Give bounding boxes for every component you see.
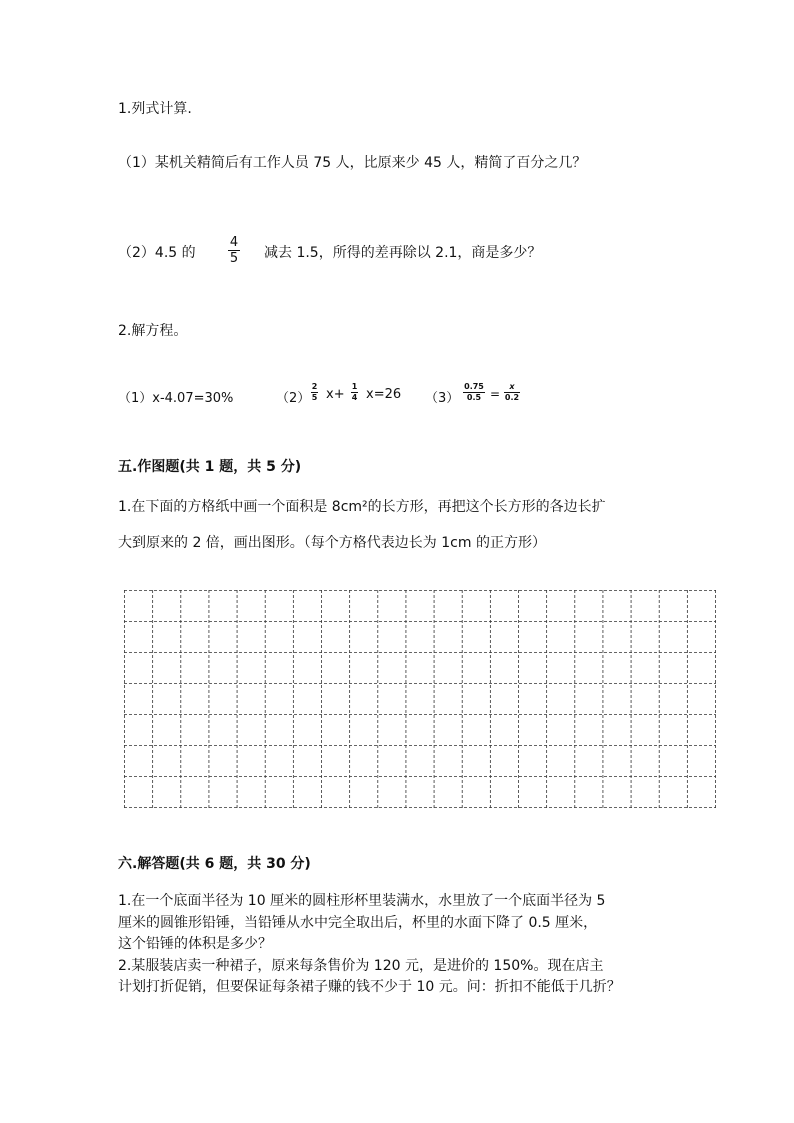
calc-question-2-suffix: 减去 1.5，所得的差再除以 2.1，商是多少？ xyxy=(264,245,542,261)
equation-3-prefix: （3） xyxy=(425,391,460,406)
equation-2-prefix: （2） xyxy=(276,391,311,406)
fraction-denominator: 5 xyxy=(229,251,239,266)
equation-2-mid: x+ xyxy=(326,387,345,402)
equation-1: （1）x-4.07=30% xyxy=(118,391,234,406)
fraction-numerator: 0.75 xyxy=(464,382,484,391)
equation-heading: 2.解方程。 xyxy=(118,323,188,339)
fraction-denominator: 0.2 xyxy=(504,393,520,402)
fraction-numerator: 4 xyxy=(229,235,239,250)
section-6-q2-line-1: 2.某服装店卖一种裙子，原来每条售价为 120 元，是进价的 150%。现在店主 xyxy=(118,958,604,974)
fraction-right xyxy=(504,383,520,402)
equation-2-suffix: x=26 xyxy=(366,387,402,402)
fraction-one-fourth xyxy=(351,383,358,402)
calc-heading: 1.列式计算. xyxy=(118,101,192,117)
fraction-two-fifths xyxy=(311,383,318,402)
section-6-q2-line-2: 计划打折促销，但要保证每条裙子赚的钱不少于 10 元。问：折扣不能低于几折？ xyxy=(118,979,621,995)
section-6-title: 六.解答题(共 6 题，共 30 分) xyxy=(118,856,311,872)
fraction-numerator: 1 xyxy=(351,382,358,391)
calc-question-2-prefix: （2）4.5 的 xyxy=(118,245,196,261)
section-6-q1-line-3: 这个铅锤的体积是多少？ xyxy=(118,936,272,952)
section-5-line-1: 1.在下面的方格纸中画一个面积是 8cm²的长方形，再把这个长方形的各边长扩 xyxy=(118,499,606,515)
grid-paper xyxy=(124,590,716,808)
fraction-four-fifths xyxy=(228,236,240,265)
section-5-title: 五.作图题(共 1 题，共 5 分) xyxy=(118,459,302,475)
fraction-left xyxy=(463,383,485,402)
equals-sign: = xyxy=(490,387,501,401)
fraction-numerator: 2 xyxy=(311,382,318,391)
section-6-q1-line-2: 厘米的圆锥形铅锤，当铅锤从水中完全取出后，杯里的水面下降了 0.5 厘米， xyxy=(118,915,598,931)
fraction-numerator: x xyxy=(509,382,515,391)
grid-svg xyxy=(124,590,716,808)
section-5-line-2: 大到原来的 2 倍，画出图形。（每个方格代表边长为 1cm 的正方形） xyxy=(118,535,546,551)
section-6-q1-line-1: 1.在一个底面半径为 10 厘米的圆柱形杯里装满水，水里放了一个底面半径为 5 xyxy=(118,893,606,909)
fraction-denominator: 5 xyxy=(311,393,318,402)
fraction-denominator: 0.5 xyxy=(466,393,482,402)
calc-question-1: （1）某机关精简后有工作人员 75 人，比原来少 45 人，精简了百分之几？ xyxy=(118,155,587,171)
fraction-denominator: 4 xyxy=(351,393,358,402)
